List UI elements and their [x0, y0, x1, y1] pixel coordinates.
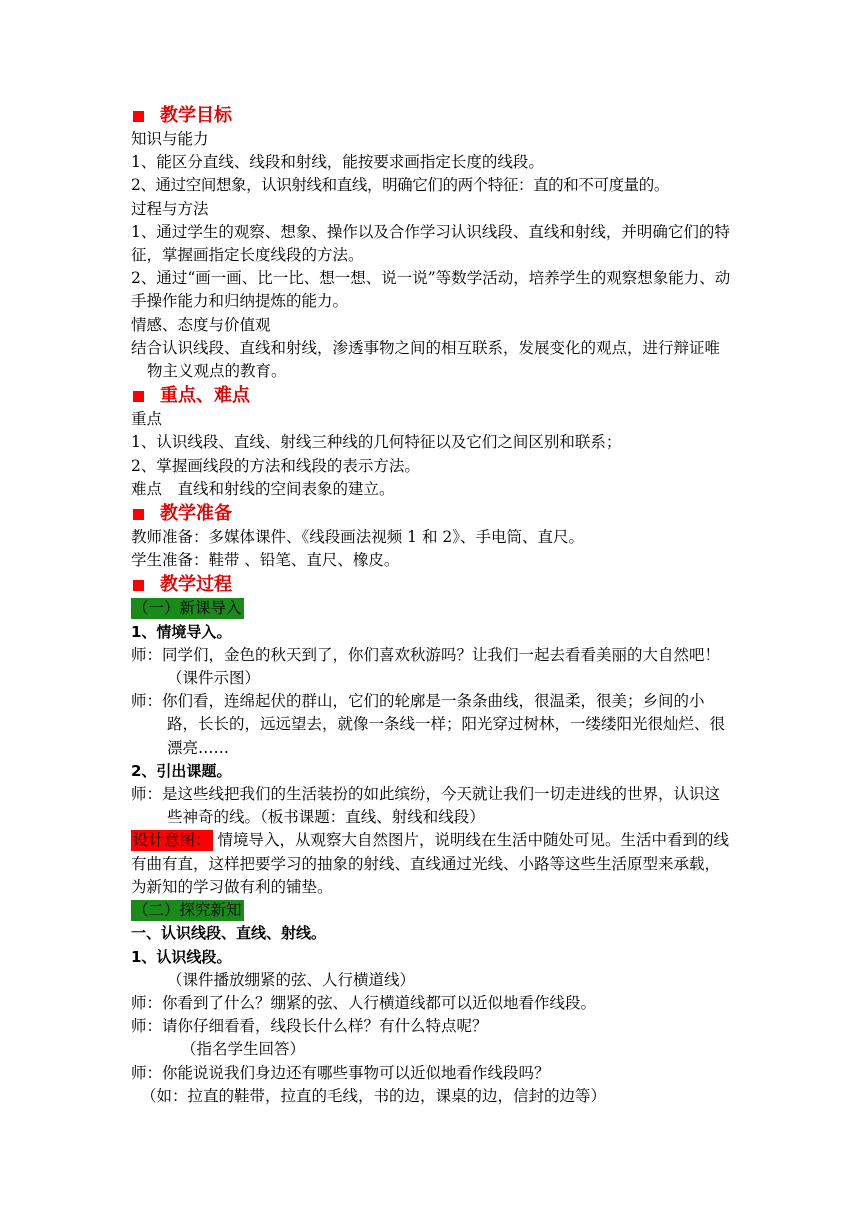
objective-p1: 1、通过学生的观察、想象、操作以及合作学习认识线段、直线和射线，并明确它们的特征，掌握画指定长度线段的方法。 — [131, 222, 730, 265]
situation-title: 1、情境导入。 — [131, 622, 232, 641]
design-intent-text: 情境导入，从观察大自然图片，说明线在生活中随处可见。生活中看到的线有曲有直，这样把要学习的抽象的射线、直线通过光线、小路等这些生活原型来承载，为新知的学习做有利的铺垫。 — [131, 831, 729, 896]
objective-p2: 2、通过“画一画、比一比、想一想、说一说”等数学活动，培养学生的观察想象能力、动手操作能力和归纳提炼的能力。 — [131, 269, 731, 311]
teacher-line-5: 师：请你仔细看看，线段长什么样？有什么特点呢？ — [131, 1017, 488, 1036]
heading-key-points — [131, 384, 734, 408]
heading-text: 教学准备 — [160, 503, 232, 525]
teacher-prep: 教师准备：多媒体课件、《线段画法视频 1 和 2》、手电筒、直尺。 — [131, 528, 585, 547]
bullet-square-icon — [133, 391, 144, 402]
heading-objectives — [131, 104, 734, 128]
key-point-2: 2、掌握画线段的方法和线段的表示方法。 — [131, 456, 420, 475]
teacher-line-3: 师：是这些线把我们的生活装扮的如此缤纷，今天就让我们一切走进线的世界，认识这些神奇的线。（板书课题：直线、射线和线段） — [131, 785, 721, 827]
knowledge-title: 知识与能力 — [131, 130, 209, 148]
examples-note: （如：拉直的鞋带，拉直的毛线，书的边，课桌的边，信封的边等） — [141, 1086, 607, 1105]
design-intent-label: 设计意图： — [133, 831, 211, 850]
student-prep: 学生准备：鞋带 、铅笔、直尺、橡皮。 — [131, 551, 400, 570]
objective-e1: 结合认识线段、直线和射线，渗透事物之间的相互联系，发展变化的观点，进行辩证唯物主义观点的教育。 — [131, 338, 721, 381]
heading-preparation — [131, 502, 734, 526]
emotion-title: 情感、态度与价值观 — [131, 315, 271, 334]
difficulty: 难点 直线和射线的空间表象的建立。 — [131, 479, 395, 498]
process-title: 过程与方法 — [131, 199, 209, 218]
part1-sub: 1、认识线段。 — [131, 947, 232, 966]
section-intro-label: （一）新课导入 — [133, 599, 242, 618]
teacher-line-2: 师：你们看，连绵起伏的群山，它们的轮廓是一条条曲线，很温柔，很美；乡间的小路，长长的，远远望去，就像一条线一样；阳光穿过树林，一缕缕阳光很灿烂、很漂亮…… — [131, 692, 726, 757]
teacher-line-4: 师：你看到了什么？绷紧的弦、人行横道线都可以近似地看作线段。 — [131, 993, 597, 1012]
bullet-square-icon — [133, 580, 144, 591]
key-point-1: 1、认识线段、直线、射线三种线的几何特征以及它们之间区别和联系； — [131, 433, 622, 452]
objective-k1: 1、能区分直线、线段和射线，能按要求画指定长度的线段。 — [131, 153, 544, 172]
heading-text: 教学过程 — [160, 574, 232, 596]
objective-k2: 2、通过空间想象，认识射线和直线，明确它们的两个特征：直的和不可度量的。 — [131, 176, 669, 195]
heading-text: 重点、难点 — [160, 385, 250, 407]
teacher-line-6: 师：你能说说我们身边还有哪些事物可以近似地看作线段吗？ — [131, 1063, 550, 1082]
lesson-plan-body — [131, 103, 734, 1108]
courseware-note: （课件播放绷紧的弦、人行横道线） — [167, 970, 416, 989]
bullet-square-icon — [133, 111, 144, 122]
section-intro-row — [131, 597, 734, 620]
part1-title: 一、认识线段、直线、射线。 — [131, 924, 327, 943]
heading-process — [131, 573, 734, 597]
heading-text: 教学目标 — [160, 105, 232, 126]
section-explore-row — [131, 899, 734, 922]
bullet-square-icon — [133, 509, 144, 520]
section-explore-label: （二）探究新知 — [133, 901, 242, 920]
topic-title: 2、引出课题。 — [131, 761, 232, 780]
teacher-line-1: 师：同学们，金色的秋天到了，你们喜欢秋游吗？让我们一起去看看美丽的大自然吧！（课件示图） — [131, 645, 721, 688]
student-answer-note: （指名学生回答） — [181, 1040, 306, 1059]
key-title: 重点 — [131, 410, 163, 429]
design-intent — [131, 829, 734, 899]
